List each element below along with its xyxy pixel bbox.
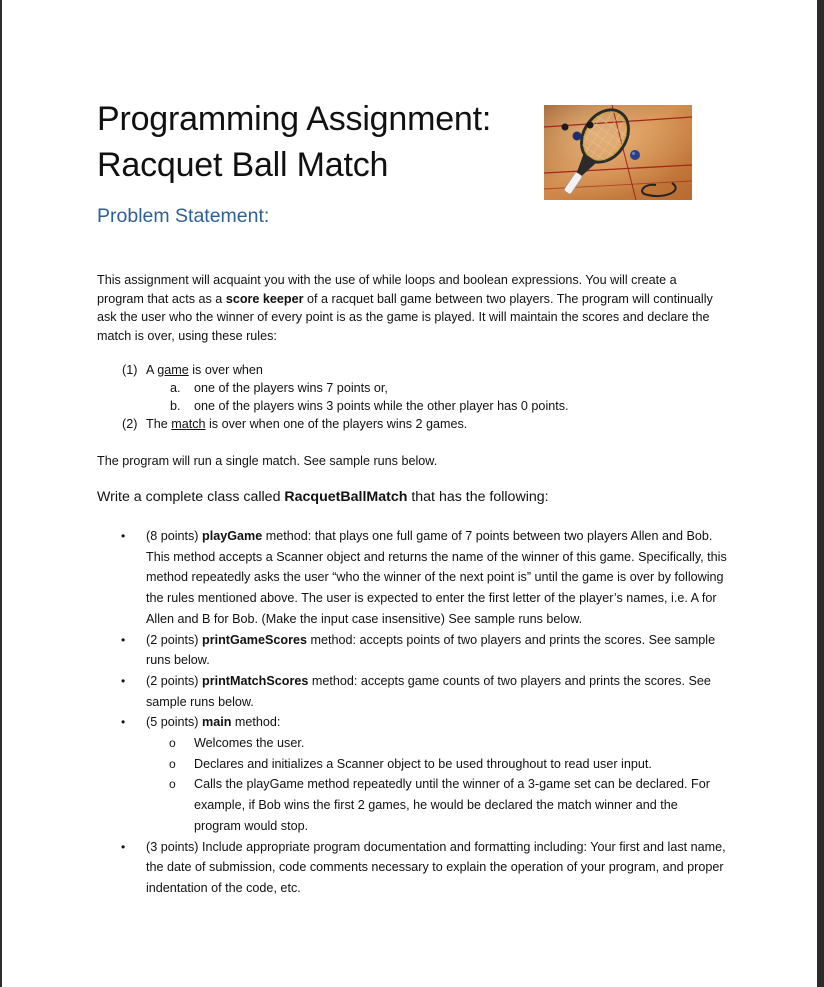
method-main: main xyxy=(202,715,232,730)
window-right-edge xyxy=(817,0,824,987)
bullet-icon: • xyxy=(121,673,126,688)
sub-bullet-icon: o xyxy=(169,777,176,792)
class-requirement-lead: Write a complete class called RacquetBallMatch that has the following: xyxy=(97,489,549,505)
bullet-icon: • xyxy=(121,632,126,647)
problem-statement-heading: Problem Statement: xyxy=(97,205,270,227)
sub-bullet-icon: o xyxy=(169,756,176,771)
intro-text-b: of a racquet ball game between two players. The program will continually ask the user who the winner of every point is as the game is played. It will maintain the scores and declare the match is over, using these rules: xyxy=(97,291,713,343)
rule-1b-letter: b. xyxy=(170,399,181,413)
requirement-main: • (5 points) main method: o Welcomes the user. o Declares and initializes a Scanner object to be used throughout to read user input. o Calls the playGame method repeatedly until the winner of a 3-game set can be declared. For example, if Bob wins the first 2 games, he would be declared the match winner and the program would stop. xyxy=(97,712,727,836)
intro-bold-score-keeper: score keeper xyxy=(225,291,304,306)
requirement-documentation: • (3 points) Include appropriate program documentation and formatting including: Your first and last name, the date of submission, code comments necessary to explain the operation of your program, and proper indentation of the code, etc. xyxy=(97,837,727,899)
bullet-icon: • xyxy=(121,715,126,730)
bullet-icon: • xyxy=(121,839,126,854)
method-printmatchscores: printMatchScores xyxy=(202,673,309,688)
rule-2-number: (2) xyxy=(122,417,138,431)
intro-paragraph xyxy=(97,271,722,345)
rule-1-underlined: game xyxy=(157,363,189,377)
bullet-icon: • xyxy=(121,529,126,543)
rule-1a-text: one of the players wins 7 points or, xyxy=(194,381,388,395)
class-name: RacquetBallMatch xyxy=(284,489,408,505)
racquet-ball-photo xyxy=(544,105,692,200)
racquet-image xyxy=(544,105,692,200)
sub-bullet-icon: o xyxy=(169,736,176,751)
rule-2-underlined: match xyxy=(171,417,206,431)
rule-1-number: (1) xyxy=(122,363,138,377)
rule-1b-text: one of the players wins 3 points while the other player has 0 points. xyxy=(194,399,569,413)
title-line-1: Programming Assignment: xyxy=(97,100,492,138)
requirement-playgame: • (8 points) playGame method: that plays one full game of 7 points between two players Allen and Bob. This method accepts a Scanner object and returns the name of the winner of this game. Specifically, this method repeatedly asks the user “who the winner of the next point is” until the game is over by following the rules mentioned above. The user is expected to enter the first letter of the player’s names, i.e. A for Allen and B for Bob. (Make the input case insensitive) See sample runs below. xyxy=(97,526,727,630)
intro-text-a: This assignment will acquaint you with the use of while loops and boolean expressions. You will create a program that acts as a xyxy=(97,273,677,306)
requirement-printmatchscores: • (2 points) printMatchScores method: accepts game counts of two players and prints the scores. See sample runs below. xyxy=(97,671,727,712)
method-printgamescores: printGameScores xyxy=(202,632,307,647)
main-step: o Declares and initializes a Scanner object to be used throughout to read user input. xyxy=(146,754,727,775)
main-step: o Calls the playGame method repeatedly until the winner of a 3-game set can be declared. For example, if Bob wins the first 2 games, he would be declared the match winner and the program would stop. xyxy=(146,774,727,836)
document-title xyxy=(97,96,491,188)
main-step: o Welcomes the user. xyxy=(146,733,727,754)
rule-2-text: The match is over when one of the players wins 2 games. xyxy=(146,417,468,431)
rule-1a-letter: a. xyxy=(170,381,181,395)
requirements-list xyxy=(97,526,727,899)
requirement-printgamescores: • (2 points) printGameScores method: accepts points of two players and prints the scores. See sample runs below. xyxy=(97,630,727,671)
rule-1-text: A game is over when xyxy=(146,363,263,377)
single-match-note: The program will run a single match. See sample runs below. xyxy=(97,454,438,468)
window-left-edge xyxy=(0,0,2,987)
title-line-2: Racquet Ball Match xyxy=(97,146,389,184)
main-method-steps xyxy=(146,733,727,837)
method-playgame: playGame xyxy=(202,529,263,543)
